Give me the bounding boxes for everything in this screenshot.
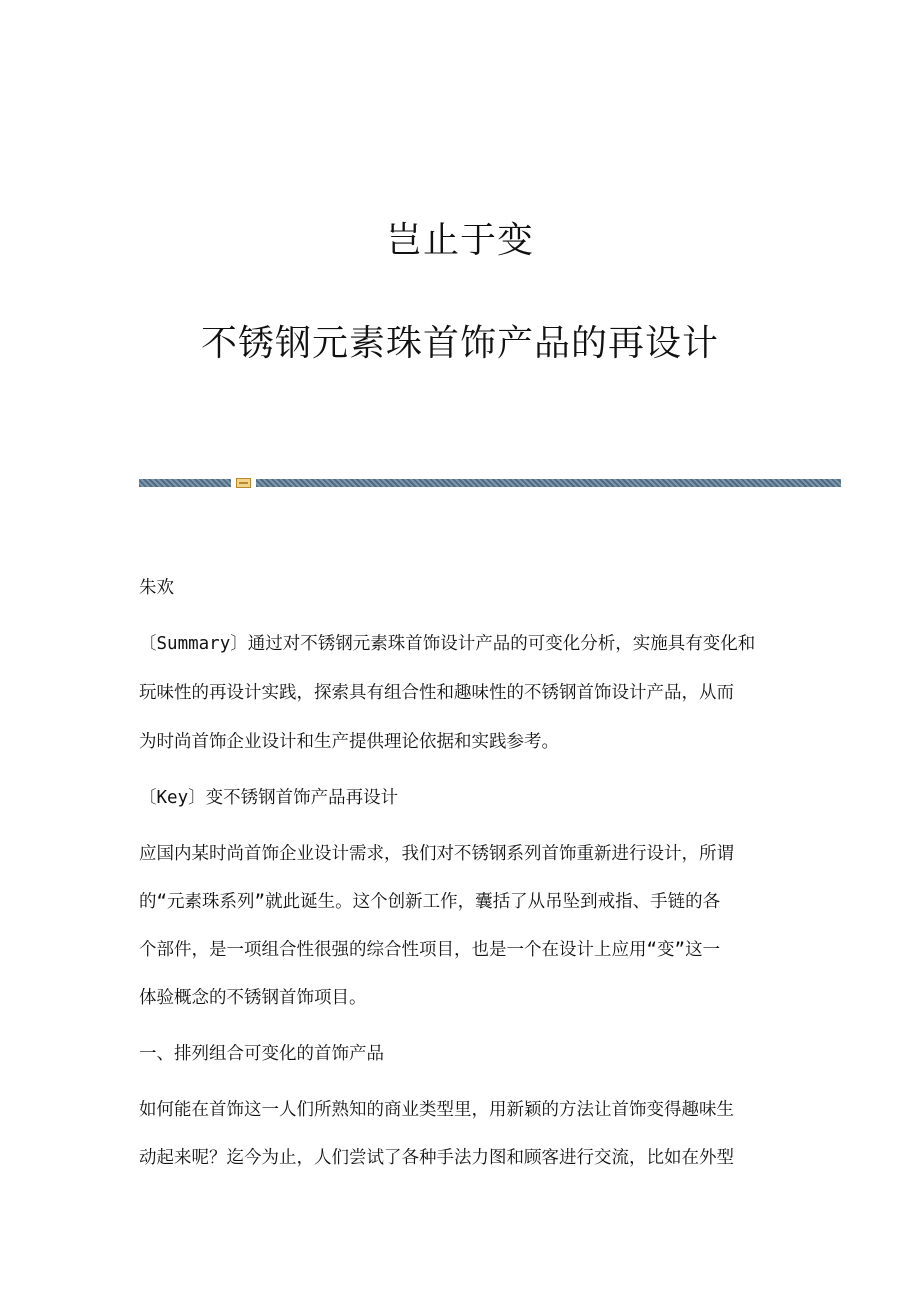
paragraph-line: 应国内某时尚首饰企业设计需求，我们对不锈钢系列首饰重新进行设计，所谓 — [139, 844, 734, 864]
paragraph-line: 个部件，是一项组合性很强的综合性项目，也是一个在设计上应用“变”这一 — [139, 940, 721, 960]
summary-line: 为时尚首饰企业设计和生产提供理论依据和实践参考。 — [139, 732, 559, 752]
decorative-divider — [139, 478, 841, 488]
title-main: 岂止于变 — [385, 220, 534, 261]
title-subtitle: 不锈钢元素珠首饰产品的再设计 — [200, 323, 719, 364]
summary-line: 〔Summary〕通过对不锈钢元素珠首饰设计产品的可变化分析，实施具有变化和 — [139, 634, 756, 654]
paragraph-line: 的“元素珠系列”就此诞生。这个创新工作，囊括了从吊坠到戒指、手链的各 — [139, 892, 721, 912]
divider-bar-right — [256, 479, 841, 487]
author-name: 朱欢 — [139, 578, 174, 598]
divider-bar-left — [139, 479, 231, 487]
keywords-line: 〔Key〕变不锈钢首饰产品再设计 — [139, 788, 399, 808]
paragraph-line: 体验概念的不锈钢首饰项目。 — [139, 988, 367, 1008]
paragraph-line: 如何能在首饰这一人们所熟知的商业类型里，用新颖的方法让首饰变得趣味生 — [139, 1100, 734, 1120]
divider-ornament-icon — [236, 478, 251, 488]
summary-line: 玩味性的再设计实践，探索具有组合性和趣味性的不锈钢首饰设计产品，从而 — [139, 683, 734, 703]
paragraph-line: 动起来呢？迄今为止，人们尝试了各种手法力图和顾客进行交流，比如在外型 — [139, 1148, 734, 1168]
section-heading: 一、排列组合可变化的首饰产品 — [139, 1044, 384, 1064]
